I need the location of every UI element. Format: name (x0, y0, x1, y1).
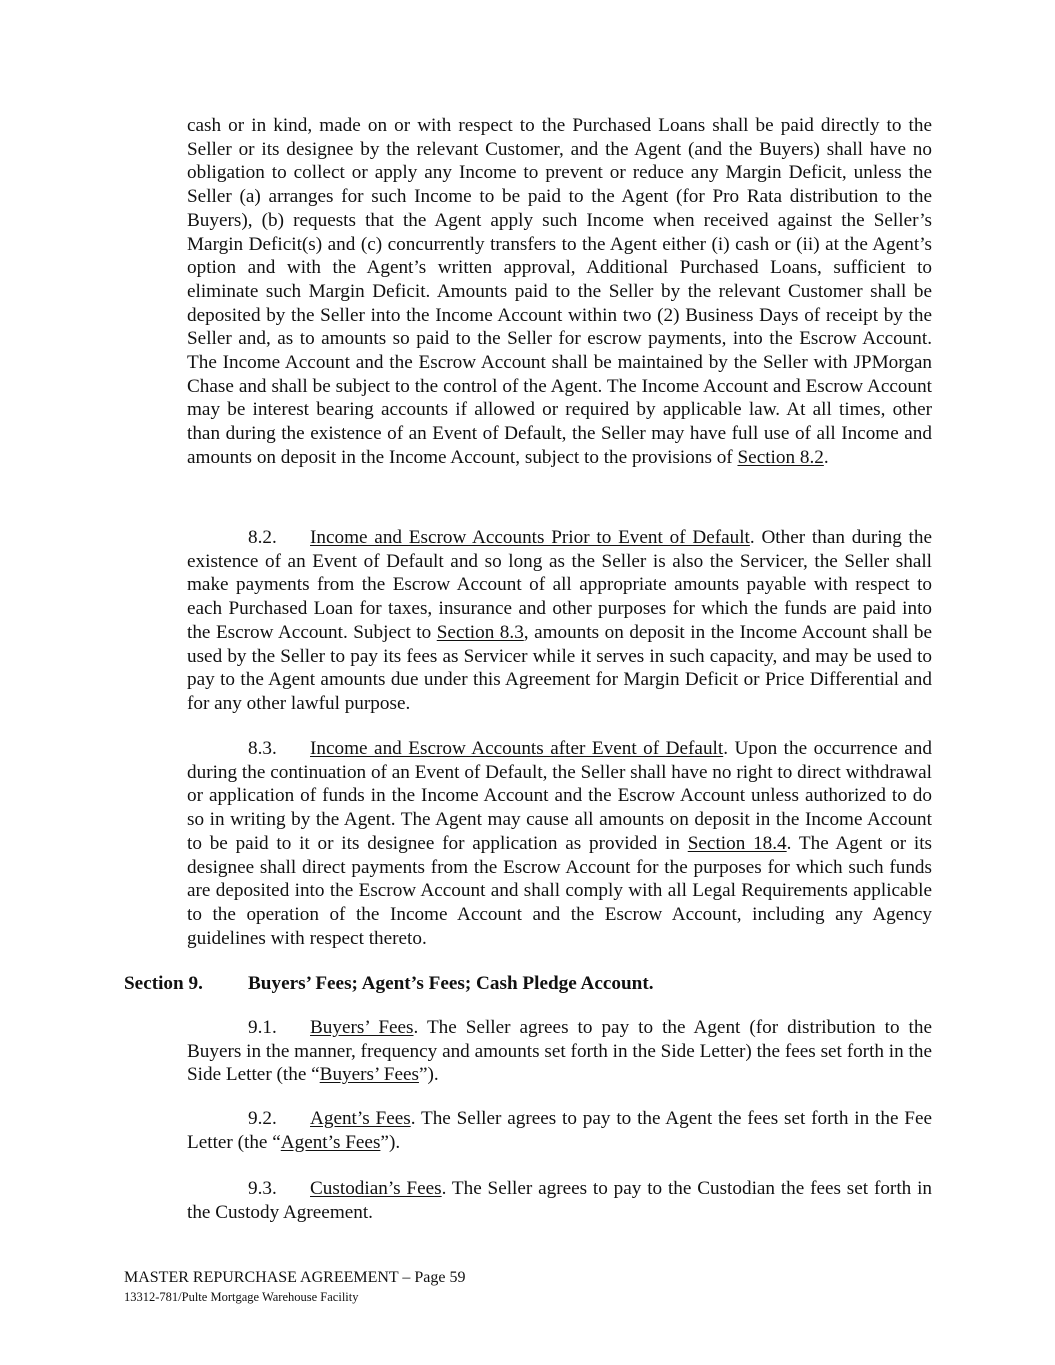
paragraph-section-9-2 (187, 1107, 932, 1154)
section-number: 9.2. (248, 1108, 277, 1129)
defined-term-buyers-fees: Buyers’ Fees (319, 1064, 419, 1086)
paragraph-income-continuation (187, 114, 932, 470)
footer-document-reference: 13312-781/Pulte Mortgage Warehouse Facility (124, 1290, 359, 1304)
section-text: . The Seller agrees to pay to the Agent (for distribution to the Buyers in the manner, frequency and amounts set forth in the Side Letter) the fees set forth in the Side Letter (the “ (187, 1017, 932, 1086)
section-text: . The Seller agrees to pay to the Custodian the fees set forth in the Custody Agreement. (187, 1178, 932, 1223)
defined-term-agents-fees: Agent’s Fees (280, 1131, 381, 1153)
continuation-end: . (823, 446, 829, 468)
section-heading-9-2: Agent’s Fees (310, 1108, 411, 1129)
section-text-continued: . The Agent or its designee shall direct payments from the Escrow Account for the purposes for which such funds are deposited into the Escrow Account and shall comply with all Legal Requirements applicable to the operation of the Income Account and the Escrow Account, including any Agency guidelines with respect thereto. (187, 832, 932, 949)
section-heading-9-3: Custodian’s Fees (310, 1178, 442, 1199)
paragraph-section-9-1 (187, 1016, 932, 1087)
section-text-end: ”). (418, 1064, 439, 1086)
section-number: 9.1. (248, 1017, 277, 1038)
section-text: . The Seller agrees to pay to the Agent the fees set forth in the Fee Letter (the “ (187, 1108, 932, 1153)
section-text-end: ”). (380, 1131, 401, 1153)
section-heading-9-1: Buyers’ Fees (310, 1017, 414, 1038)
paragraph-section-8-3 (187, 737, 932, 950)
section-9-number: Section 9. (124, 973, 203, 994)
section-number: 8.2. (248, 527, 277, 548)
paragraph-section-9-3 (187, 1177, 932, 1224)
section-number: 9.3. (248, 1178, 277, 1199)
section-9-title: Buyers’ Fees; Agent’s Fees; Cash Pledge Account. (248, 973, 654, 994)
section-text: . Upon the occurrence and during the continuation of an Event of Default, the Seller shall have no right to direct withdrawal or application of funds in the Income Account and the Escrow Account unless authorized to do so in writing by the Agent. The Agent may cause all amounts on deposit in the Income Account to be paid to it or its designee for application as provided in (187, 738, 932, 854)
section-number: 8.3. (248, 738, 277, 759)
section-heading-8-3: Income and Escrow Accounts after Event of Default (310, 738, 724, 759)
cross-reference-section-8-2: Section 8.2 (737, 446, 824, 468)
section-text-continued: , amounts on deposit in the Income Account shall be used by the Seller to pay its fees as Servicer while it serves in such capacity, and may be used to pay to the Agent amounts due under this Agreement for Margin Deficit or Price Differential and for any other lawful purpose. (187, 621, 932, 714)
paragraph-section-8-2 (187, 526, 932, 716)
cross-reference-section-8-3: Section 8.3 (436, 621, 524, 643)
section-heading-8-2: Income and Escrow Accounts Prior to Event of Default (310, 527, 750, 548)
section-text: . Other than during the existence of an Event of Default and so long as the Seller is also the Servicer, the Seller shall make payments from the Escrow Account of all appropriate amounts payable with respect to each Purchased Loan for taxes, insurance and other purposes for which the funds are paid into the Escrow Account. Subject to (187, 527, 933, 643)
section-9-heading (124, 972, 654, 996)
cross-reference-section-18-4: Section 18.4 (687, 832, 787, 854)
continuation-text: cash or in kind, made on or with respect to the Purchased Loans shall be paid directly to the Seller or its designee by the relevant Customer, and the Agent (and the Buyers) shall have no obligation to collect or apply any Income to prevent or reduce any Margin Deficit, unless the Seller (a) arranges for such Income to be paid to the Agent (for Pro Rata distribution to the Buyers), (b) requests that the Agent apply such Income when received against the Seller’s Margin Deficit(s) and (c) concurrently transfers to the Agent either (i) cash or (ii) at the Agent’s option and with the Agent’s written approval, Additional Purchased Loans, sufficient to eliminate such Margin Deficit. Amounts paid to the Seller by the relevant Customer shall be deposited by the Seller into the Income Account within two (2) Business Days of receipt by the Seller and, as to amounts so paid to the Seller for escrow payments, into the Escrow Account. The Income Account and the Escrow Account shall be maintained by the Seller with JPMorgan Chase and shall be subject to the control of the Agent. The Income Account and Escrow Account may be interest bearing accounts if allowed or required by applicable law. At all times, other than during the existence of an Event of Default, the Seller may have full use of all Income and amounts on deposit in the Income Account, subject to the provisions of (187, 115, 932, 468)
footer-page-title: MASTER REPURCHASE AGREEMENT – Page 59 (124, 1269, 466, 1286)
